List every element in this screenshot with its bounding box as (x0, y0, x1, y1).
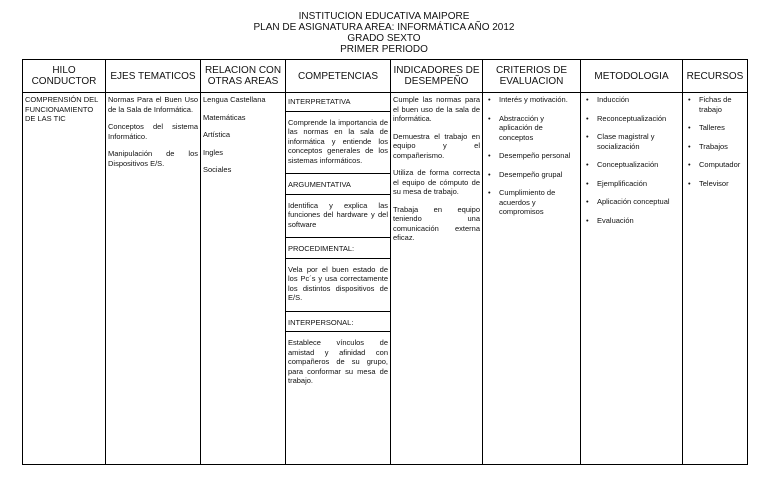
bullet-icon: • (688, 123, 691, 132)
competencia-text: Establece vínculos de amistad y afinidad con compañeros de su grupo, para conformar su mesa de trabajo. (288, 338, 388, 385)
cell-criterios (483, 93, 581, 465)
document-subtitle: PLAN DE ASIGNATURA AREA: INFORMÁTICA AÑO 2012 (253, 22, 515, 33)
bullet-icon: • (586, 215, 589, 225)
bullet-icon: • (586, 197, 589, 206)
list-item: • Interés y motivación. (488, 95, 568, 104)
list-item: • Desempeño grupal (488, 169, 563, 179)
cell-ejes (106, 93, 201, 465)
competencia-title: PROCEDIMENTAL: (288, 244, 355, 253)
content-row (23, 93, 748, 465)
recursos-list (685, 95, 745, 188)
list-item: • Televisor (688, 178, 729, 188)
list-item: • Trabajos (688, 141, 728, 151)
subject-plan-table (22, 59, 748, 465)
list-item: • Conceptualización (586, 160, 659, 169)
area-item: Ingles (203, 147, 224, 157)
bullet-icon: • (586, 132, 589, 141)
col-recursos: RECURSOS (683, 60, 748, 93)
col-criterios: CRITERIOS DE EVALUACION (483, 60, 581, 93)
competencia-text: Vela por el buen estado de los Pc´s y usa correctamente los distintos dispositivos de E/S. (288, 264, 388, 302)
eje-item: Manipulación de los Dispositivos E/S. (108, 149, 198, 168)
list-item: • Aplicación conceptual (586, 197, 670, 206)
bullet-icon: • (488, 95, 491, 104)
col-hilo-conductor: HILO CONDUCTOR (23, 60, 106, 93)
criterios-list (485, 95, 578, 217)
col-ejes-tematicos: EJES TEMATICOS (106, 60, 201, 93)
area-item: Lengua Castellana (203, 95, 266, 104)
cell-indicadores (391, 93, 483, 465)
list-item: • Desempeño personal (488, 151, 571, 160)
eje-item: Conceptos del sistema Informático. (108, 122, 198, 141)
bullet-icon: • (586, 178, 589, 188)
list-item: • Talleres (688, 123, 725, 132)
hilo-text: COMPRENSIÓN DEL FUNCIONAMIENTO DE LAS TIC (25, 95, 99, 123)
period-label: PRIMER PERIODO (340, 44, 428, 55)
cell-recursos (683, 93, 748, 465)
cell-hilo (23, 93, 106, 465)
list-item: • Clase magistral y socialización (586, 132, 655, 151)
bullet-icon: • (688, 95, 691, 104)
bullet-icon: • (586, 160, 589, 169)
competencia-text: Identifica y explica las funciones del hardware y del software (288, 200, 388, 229)
indicador-item: Cumple las normas para el buen uso de la sala de informática. (393, 95, 480, 123)
list-item: • Abstracción y aplicación de conceptos (488, 113, 545, 142)
grade-label: GRADO SEXTO (347, 33, 421, 44)
competencia-title: ARGUMENTATIVA (288, 180, 351, 189)
bullet-icon: • (488, 169, 491, 179)
header-row (23, 60, 748, 93)
area-item: Matemáticas (203, 112, 246, 122)
list-item: • Cumplimiento de acuerdos y compromisos (488, 188, 556, 216)
list-item: • Ejemplificación (586, 178, 648, 188)
cell-competencias (286, 93, 391, 465)
list-item: • Computador (688, 160, 741, 169)
indicador-item: Utiliza de forma correcta el equipo de cómputo de su mesa de trabajo. (393, 168, 480, 196)
bullet-icon: • (688, 141, 691, 151)
list-item: • Reconceptualización (586, 113, 667, 123)
eje-item: Normas Para el Buen Uso de la Sala de Informática. (108, 95, 198, 114)
bullet-icon: • (488, 188, 491, 197)
document-title: INSTITUCION EDUCATIVA MAIPORE (298, 11, 470, 22)
metodologia-list (583, 95, 680, 225)
bullet-icon: • (586, 95, 589, 104)
cell-relacion (201, 93, 286, 465)
bullet-icon: • (688, 160, 691, 169)
competencia-title: INTERPERSONAL: (288, 317, 354, 327)
col-metodologia: METODOLOGIA (581, 60, 683, 93)
bullet-icon: • (688, 178, 691, 188)
indicador-item: Trabaja en equipo teniendo una comunicación externa eficaz. (393, 204, 480, 242)
bullet-icon: • (488, 151, 491, 160)
indicador-item: Demuestra el trabajo en equipo y el compañerismo. (393, 131, 480, 160)
list-item: • Inducción (586, 95, 630, 104)
col-competencias: COMPETENCIAS (286, 60, 391, 93)
competencia-title: INTERPRETATIVA (288, 97, 351, 106)
col-relacion-areas: RELACION CON OTRAS AREAS (201, 60, 286, 93)
col-indicadores: INDICADORES DE DESEMPEÑO (391, 60, 483, 93)
list-item: • Fichas de trabajo (688, 95, 732, 114)
area-item: Sociales (203, 165, 232, 174)
list-item: • Evaluación (586, 215, 634, 225)
competencia-text: Comprende la importancia de las normas en la sala de informática y entiende los conceptos generales de los sistemas informáticos. (288, 117, 388, 165)
bullet-icon: • (488, 113, 491, 123)
area-item: Artística (203, 130, 231, 139)
bullet-icon: • (586, 113, 589, 123)
cell-metodologia (581, 93, 683, 465)
